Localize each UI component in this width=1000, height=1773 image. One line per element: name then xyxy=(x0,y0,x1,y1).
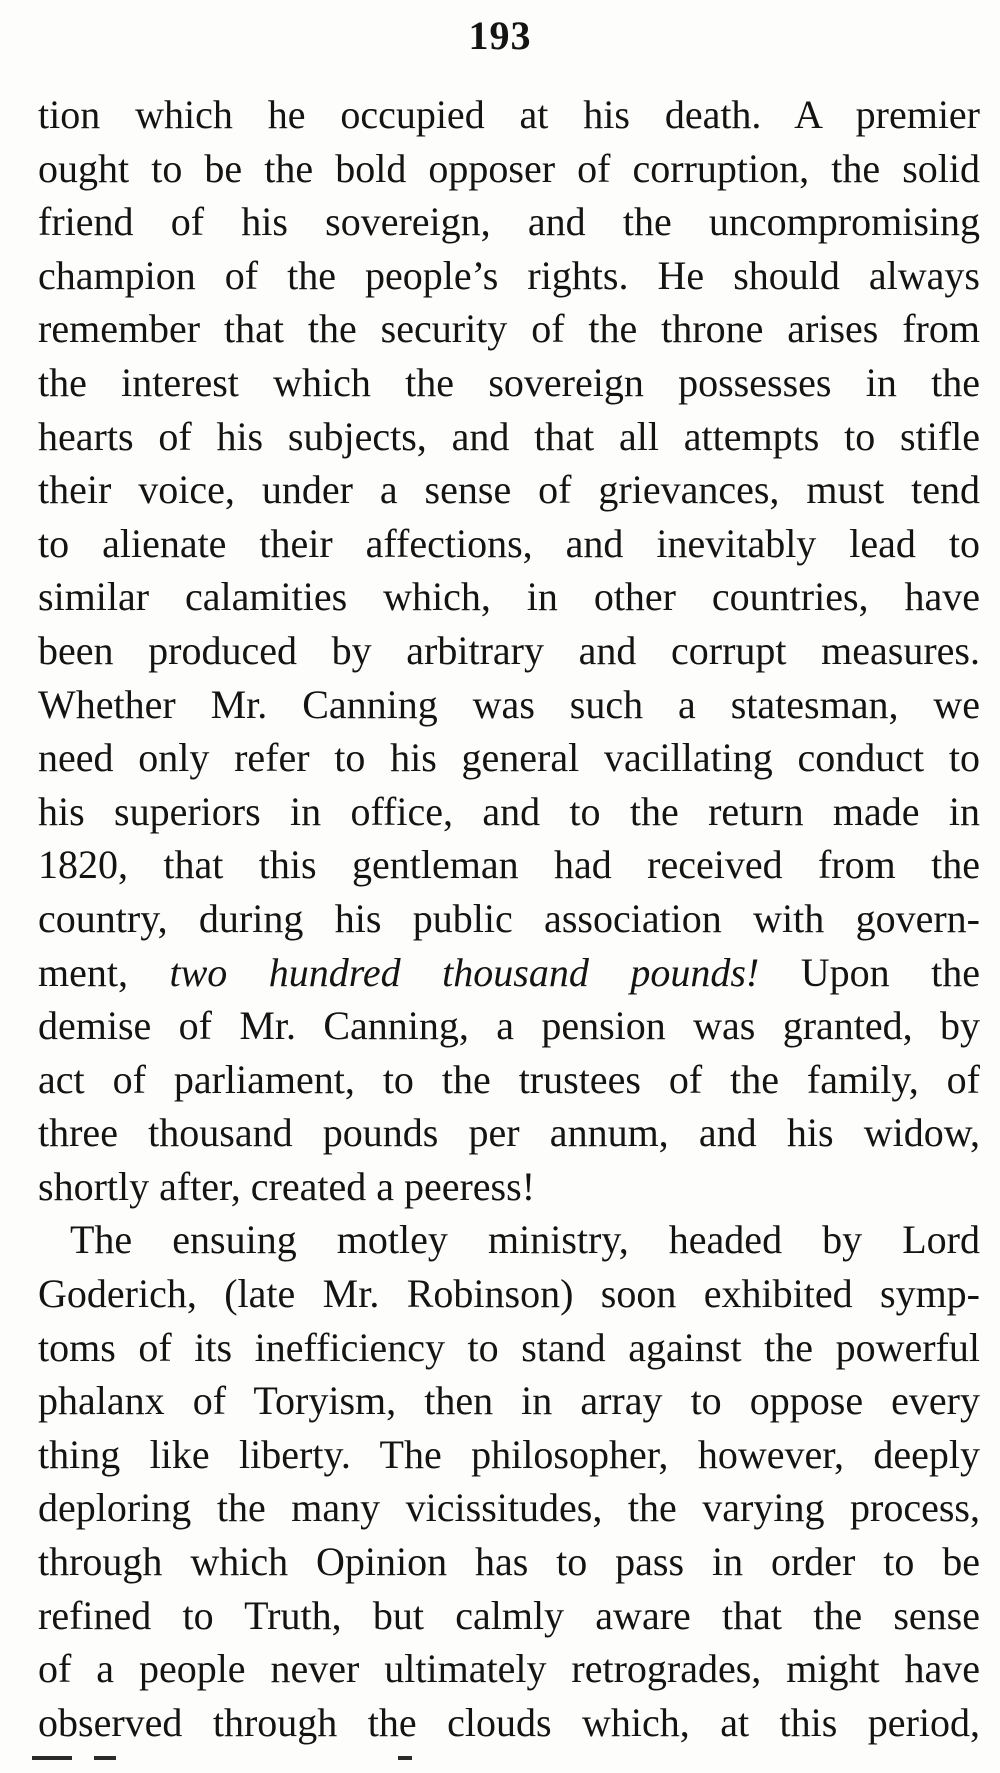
text-line: tion which he occupied at his death. A premier xyxy=(38,92,980,137)
text-line: through which Opinion has to pass in order to be xyxy=(38,1539,980,1585)
text-line: need only refer to his general vacillating conduct to xyxy=(38,735,980,781)
text-line: shortly after, created a peeress! xyxy=(38,1163,536,1209)
cut-off-footnote-fragment xyxy=(32,1756,632,1773)
page-number: 193 xyxy=(468,13,532,58)
text-segment: ment, xyxy=(38,949,170,995)
text-line: The ensuing motley ministry, headed by Lord xyxy=(70,1217,980,1263)
text-line: been produced by arbitrary and corrupt measures. xyxy=(38,627,980,673)
text-line: his superiors in office, and to the return made in xyxy=(38,788,980,834)
text-line: their voice, under a sense of grievances, must tend xyxy=(38,467,980,513)
text-line: observed through the clouds which, at this period, xyxy=(38,1699,980,1745)
text-line: champion of the people’s rights. He should always xyxy=(38,252,980,298)
ink-fragment xyxy=(94,1756,116,1760)
text-line: the interest which the sovereign possesses in the xyxy=(38,359,980,405)
text-line: phalanx of Toryism, then in array to oppose every xyxy=(38,1378,980,1424)
text-line: act of parliament, to the trustees of the family, of xyxy=(38,1056,980,1102)
text-line: friend of his sovereign, and the uncompromising xyxy=(38,199,980,245)
text-line: refined to Truth, but calmly aware that the sense xyxy=(38,1592,980,1638)
text-line: hearts of his subjects, and that all attempts to stifle xyxy=(38,413,980,459)
ink-fragment xyxy=(398,1756,412,1760)
text-line-emphasis xyxy=(38,946,980,1000)
text-line: country, during his public association with govern- xyxy=(38,895,980,941)
text-line: similar calamities which, in other countries, have xyxy=(38,574,980,620)
text-line: toms of its inefficiency to stand against the powerful xyxy=(38,1324,980,1370)
text-line: deploring the many vicissitudes, the varying process, xyxy=(38,1485,980,1531)
paragraph-2 xyxy=(38,1213,980,1749)
text-line: remember that the security of the throne arises from xyxy=(38,306,980,352)
ink-fragment xyxy=(32,1756,72,1760)
text-line: to alienate their affections, and inevitably lead to xyxy=(38,520,980,566)
text-line: 1820, that this gentleman had received from the xyxy=(38,842,980,888)
body-text xyxy=(38,88,980,1749)
text-line: Goderich, (late Mr. Robinson) soon exhibited symp- xyxy=(38,1271,980,1317)
text-segment: Upon the xyxy=(759,949,980,995)
italic-emphasis: two hundred thousand pounds! xyxy=(169,949,760,995)
text-line: ought to be the bold opposer of corruption, the solid xyxy=(38,145,980,191)
text-line: of a people never ultimately retrogrades, might have xyxy=(38,1646,980,1692)
text-line: demise of Mr. Canning, a pension was granted, by xyxy=(38,1003,980,1049)
text-line: three thousand pounds per annum, and his widow, xyxy=(38,1110,980,1156)
paragraph-1 xyxy=(38,88,980,1213)
text-line: Whether Mr. Canning was such a statesman, we xyxy=(38,681,980,727)
text-line: thing like liberty. The philosopher, however, deeply xyxy=(38,1431,980,1477)
